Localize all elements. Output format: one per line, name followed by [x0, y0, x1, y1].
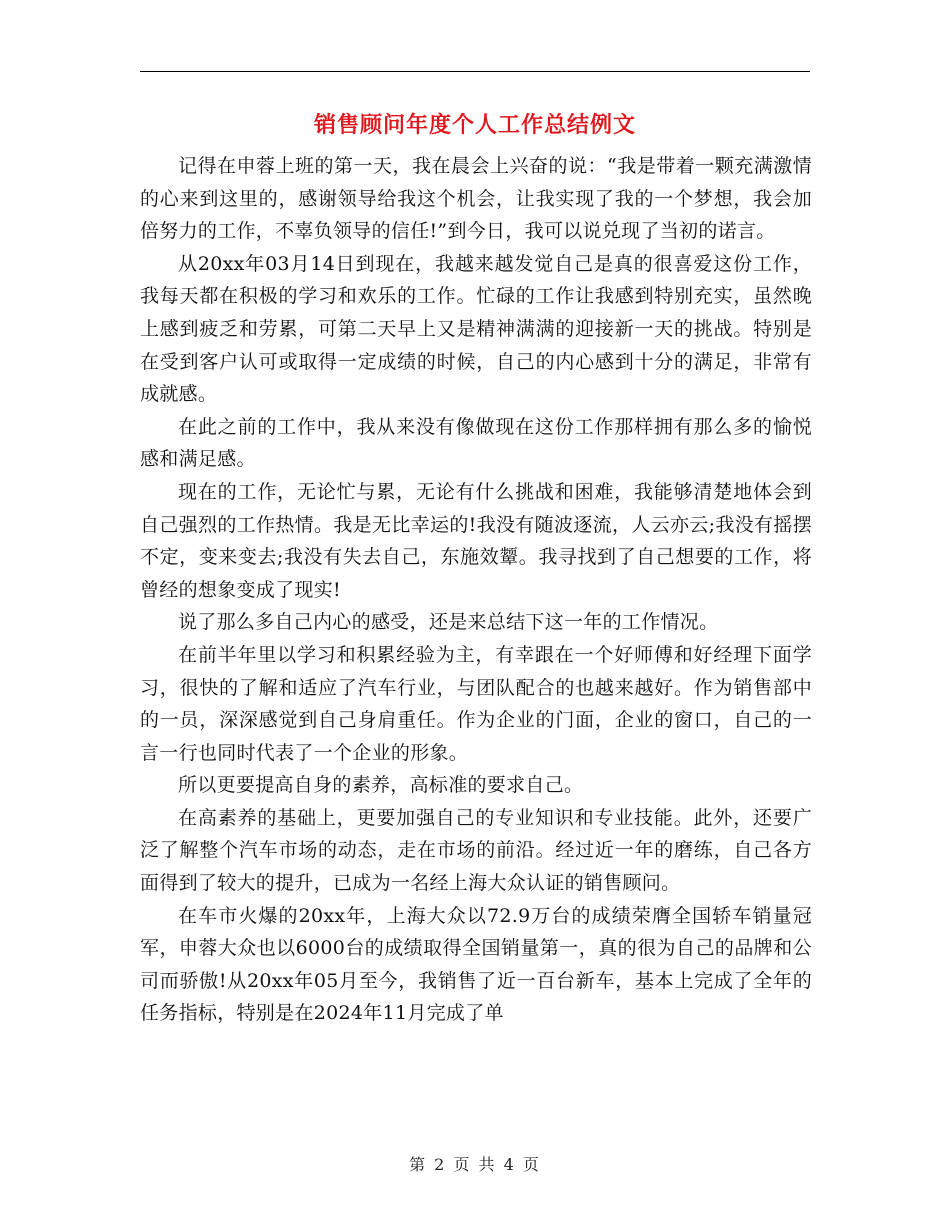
- document-body: [140, 150, 812, 1030]
- document-title: 销售顾问年度个人工作总结例文: [313, 112, 636, 138]
- header-rule: [140, 71, 810, 72]
- page-number: 第 2 页 共 4 页: [409, 1155, 541, 1174]
- paragraph-1: 记得在申蓉上班的第一天，我在晨会上兴奋的说：“我是带着一颗充满激情的心来到这里的，感谢领导给我这个机会，让我实现了我的一个梦想，我会加倍努力的工作，不辜负领导的信任!”到今日，我可以说兑现了当初的诺言。: [140, 155, 812, 243]
- paragraph-5: 说了那么多自己内心的感受，还是来总结下这一年的工作情况。: [178, 611, 719, 634]
- paragraph-9: 在车市火爆的20xx年，上海大众以72.9万台的成绩荣膺全国轿车销量冠军，申蓉大众也以6000台的成绩取得全国销量第一，真的很为自己的品牌和公司而骄傲!从20xx年05月至今，我销售了近一百台新车，基本上完成了全年的任务指标，特别是在2024年11月完成了单: [140, 904, 812, 1025]
- paragraph-8: 在高素养的基础上，更要加强自己的专业知识和专业技能。此外，还要广泛了解整个汽车市场的动态，走在市场的前沿。经过近一年的磨练，自己各方面得到了较大的提升，已成为一名经上海大众认证的销售顾问。: [140, 806, 812, 895]
- paragraph-2: 从20xx年03月14日到现在，我越来越发觉自己是真的很喜爱这份工作，我每天都在积极的学习和欢乐的工作。忙碌的工作让我感到特别充实，虽然晚上感到疲乏和劳累，可第二天早上又是精神满满的迎接新一天的挑战。特别是在受到客户认可或取得一定成绩的时候，自己的内心感到十分的满足，非常有成就感。: [140, 252, 812, 406]
- paragraph-4: 现在的工作，无论忙与累，无论有什么挑战和困难，我能够清楚地体会到自己强烈的工作热情。我是无比幸运的!我没有随波逐流，人云亦云;我没有摇摆不定，变来变去;我没有失去自己，东施效颦。我寻找到了自己想要的工作，将曾经的想象变成了现实!: [140, 480, 812, 601]
- paragraph-6: 在前半年里以学习和积累经验为主，有幸跟在一个好师傅和好经理下面学习，很快的了解和适应了汽车行业，与团队配合的也越来越好。作为销售部中的一员，深深感觉到自己身肩重任。作为企业的门面，企业的窗口，自己的一言一行也同时代表了一个企业的形象。: [140, 643, 812, 764]
- paragraph-7: 所以更要提高自身的素养，高标准的要求自己。: [178, 774, 584, 797]
- paragraph-3: 在此之前的工作中，我从来没有像做现在这份工作那样拥有那么多的愉悦感和满足感。: [140, 415, 812, 471]
